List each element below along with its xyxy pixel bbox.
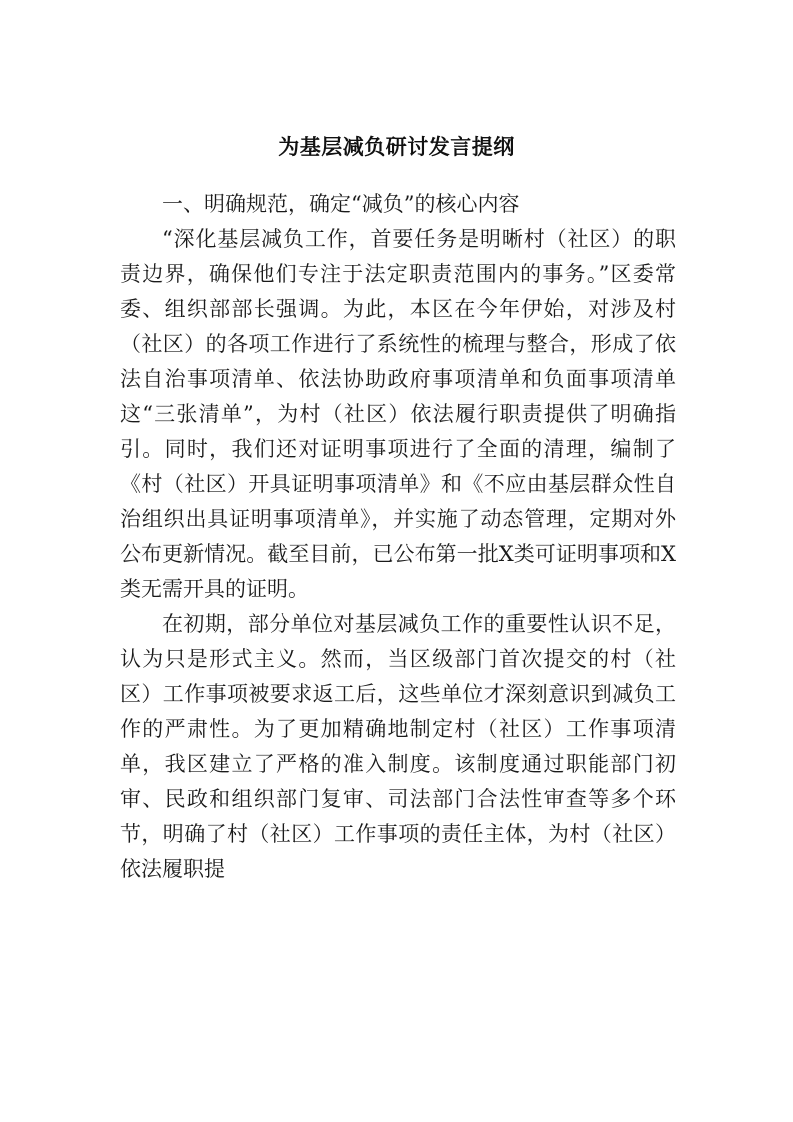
section-heading: 一、明确规范，确定“减负”的核心内容: [162, 192, 520, 216]
document-body: [120, 187, 676, 887]
paragraph-1: “深化基层减负工作，首要任务是明晰村（社区）的职责边界，确保他们专注于法定职责范围内的事务。”区委常委、组织部部长强调。为此，本区在今年伊始，对涉及村（社区）的各项工作进行了系统性的梳理与整合，形成了依法自治事项清单、依法协助政府事项清单和负面事项清单这“三张清单”，为村（社区）依法履行职责提供了明确指引。同时，我们还对证明事项进行了全面的清理，编制了《村（社区）开具证明事项清单》和《不应由基层群众性自治组织出具证明事项清单》，并实施了动态管理，定期对外公布更新情况。截至目前，已公布第一批X类可证明事项和X类无需开具的证明。: [120, 227, 676, 601]
document-title: 为基层减负研讨发言提纲: [278, 134, 515, 159]
paragraph-2: 在初期，部分单位对基层减负工作的重要性认识不足，认为只是形式主义。然而，当区级部门首次提交的村（社区）工作事项被要求返工后，这些单位才深刻意识到减负工作的严肃性。为了更加精确地制定村（社区）工作事项清单，我区建立了严格的准入制度。该制度通过职能部门初审、民政和组织部门复审、司法部门合法性审查等多个环节，明确了村（社区）工作事项的责任主体，为村（社区）依法履职提: [120, 612, 676, 881]
